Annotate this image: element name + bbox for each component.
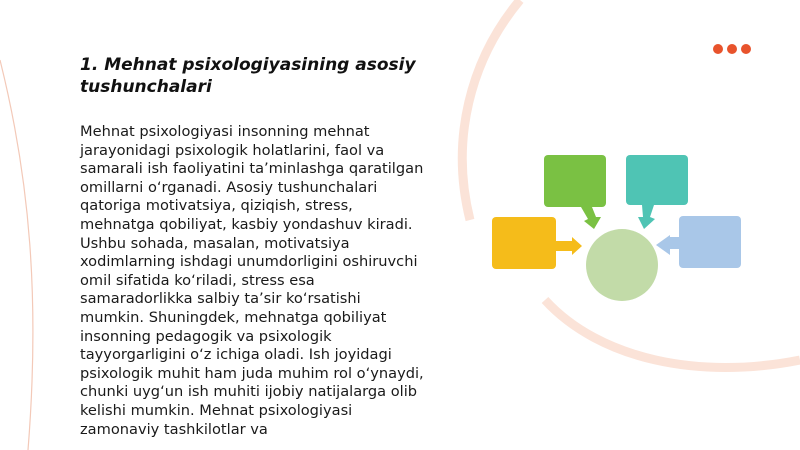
arrow-top-left-icon bbox=[581, 207, 601, 229]
concept-diagram bbox=[480, 145, 760, 315]
diagram-node-right bbox=[679, 216, 741, 268]
dot-icon bbox=[727, 44, 737, 54]
arrow-left-icon bbox=[556, 237, 582, 255]
arrow-top-right-icon bbox=[638, 205, 655, 229]
decorative-dots bbox=[713, 39, 755, 49]
diagram-center-node bbox=[586, 229, 658, 301]
diagram-node-top-green bbox=[544, 155, 606, 207]
slide-body-text: Mehnat psixologiyasi insonning mehnat jarayonidagi psixologik holatlarini, faol va samarali ish faoliyatini ta’minlashga qaratilgan omillarni o‘rganadi. Asosiy tushunchalari qatoriga motivatsiya, qiziqish, stress, mehnatga qobiliyat, kasbiy yondashuv kiradi. Ushbu sohada, masalan, motivatsiya xodimlarning ishdagi unumdorligini oshiruvchi omil sifatida ko‘riladi, stress esa samaradorlikka salbiy ta’sir ko‘rsatishi mumkin. Shuningdek, mehnatga qobiliyat insonning pedagogik va psixologik tayyorgarligini o‘z ichiga oladi. Ish joyidagi psixologik muhit ham juda muhim rol o‘ynaydi, chunki uyg‘un ish muhiti ijobiy natijalarga olib kelishi mumkin. Mehnat psixologiyasi zamonaviy tashkilotlar va bbox=[80, 123, 424, 438]
slide-title: 1. Mehnat psixologiyasining asosiy tushunchalari bbox=[80, 55, 416, 97]
dot-icon bbox=[741, 44, 751, 54]
diagram-node-top-teal bbox=[626, 155, 688, 205]
left-edge-curve bbox=[0, 60, 33, 450]
diagram-node-left bbox=[492, 217, 556, 269]
arrow-right-icon bbox=[656, 235, 679, 255]
dot-icon bbox=[713, 44, 723, 54]
